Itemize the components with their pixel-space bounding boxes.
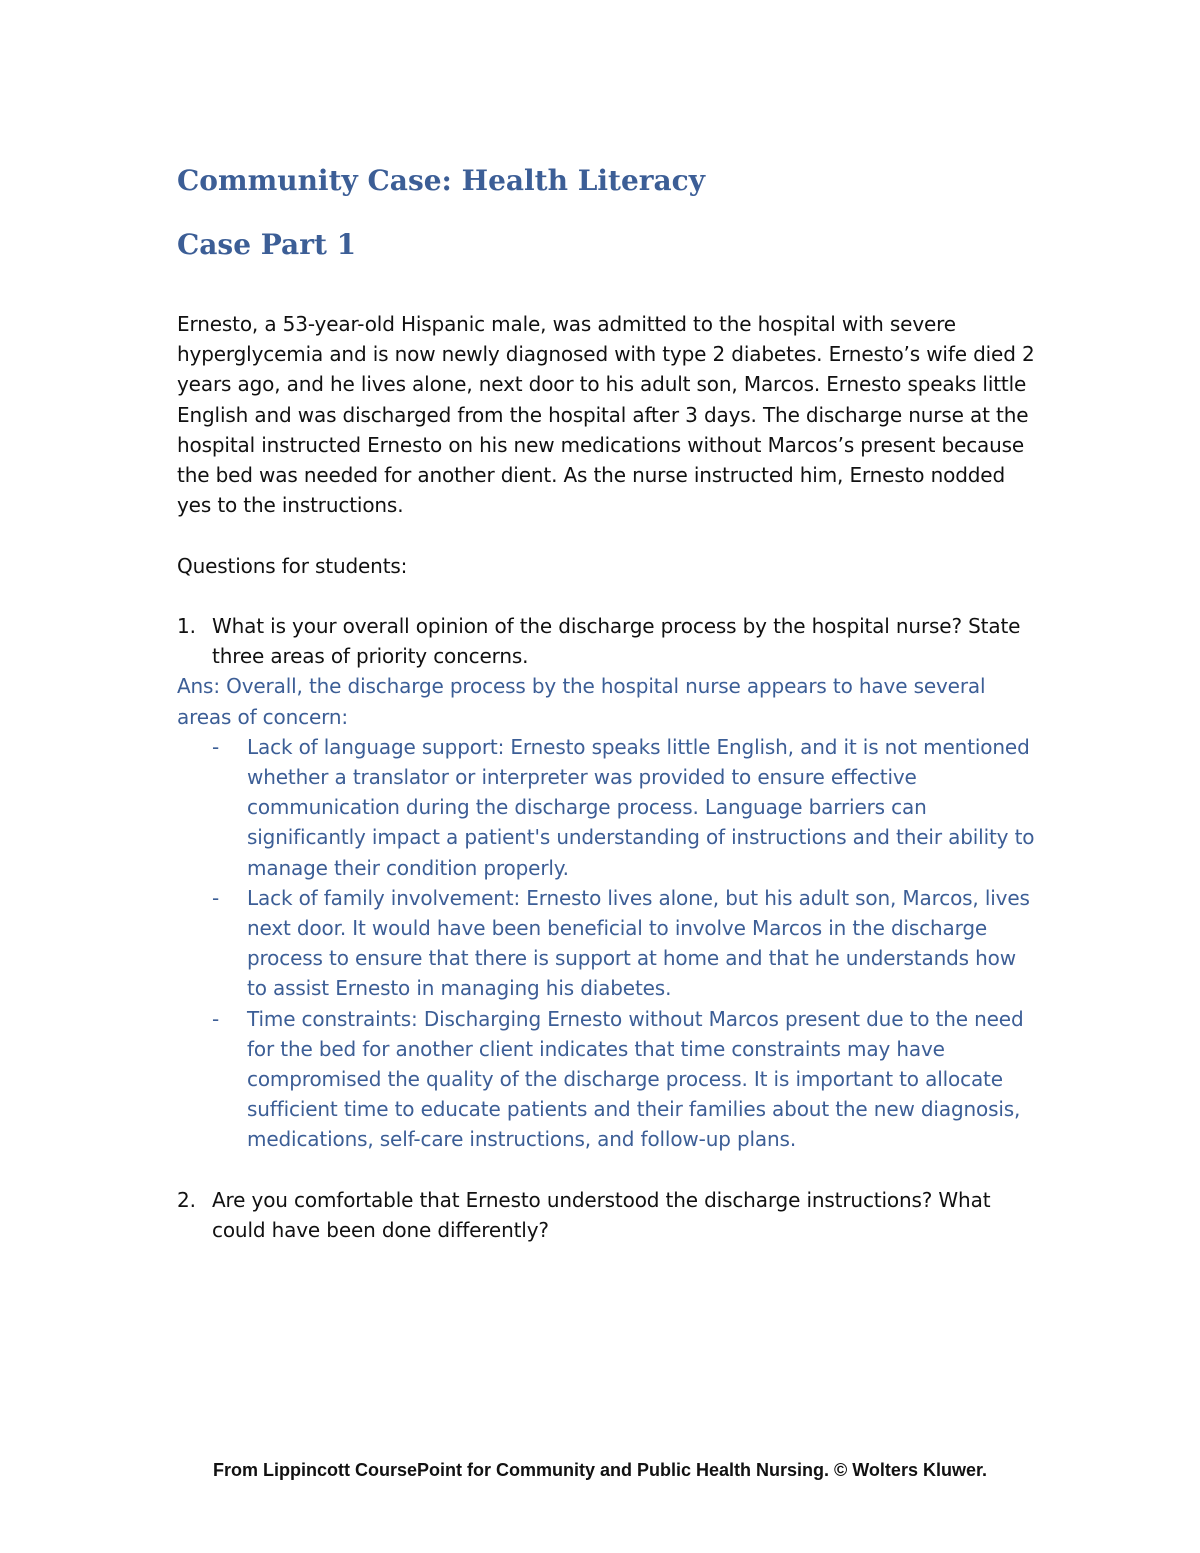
- questions-heading: Questions for students:: [177, 553, 408, 578]
- answer-intro: Ans: Overall, the discharge process by the hospital nurse appears to have several areas of concern:: [177, 674, 986, 729]
- question-text: Are you comfortable that Ernesto understood the discharge instructions? What could have been done differently?: [212, 1187, 991, 1243]
- answer-bullet: [212, 883, 1037, 1004]
- question-2: [177, 1185, 1037, 1245]
- answer-bullet: [212, 732, 1037, 883]
- bullet-text: Time constraints: Discharging Ernesto without Marcos present due to the need for the bed for another client indicates that time constraints may have compromised the quality of the discharge process. It is important to allocate sufficient time to educate patients and their families about the new diagnosis, medications, self-care instructions, and follow-up plans.: [247, 1006, 1024, 1152]
- question-text: What is your overall opinion of the discharge process by the hospital nurse? State three areas of priority concerns.: [212, 614, 1021, 669]
- bullet-text: Lack of family involvement: Ernesto lives alone, but his adult son, Marcos, lives next door. It would have been beneficial to involve Marcos in the discharge process to ensure that there is support at home and that he understands how to assist Ernesto in managing his diabetes.: [247, 885, 1030, 1001]
- document-body: [177, 309, 1037, 1245]
- page-title: Community Case: Health Literacy: [177, 164, 705, 197]
- bullet-dash: -: [212, 885, 220, 910]
- question-number: 1.: [177, 614, 196, 638]
- question-number: 2.: [177, 1187, 196, 1212]
- case-paragraph: Ernesto, a 53-year-old Hispanic male, was admitted to the hospital with severe hyperglycemia and is now newly diagnosed with type 2 diabetes. Ernesto’s wife died 2 years ago, and he lives alone, next door to his adult son, Marcos. Ernesto speaks little English and was discharged from the hospital after 3 days. The discharge nurse at the hospital instructed Ernesto on his new medications without Marcos’s present because the bed was needed for another dient. As the nurse instructed him, Ernesto nodded yes to the instructions.: [177, 312, 1035, 518]
- bullet-dash: -: [212, 734, 220, 759]
- section-heading: Case Part 1: [177, 228, 357, 261]
- bullet-dash: -: [212, 1006, 220, 1031]
- page-footer: From Lippincott CoursePoint for Community and Public Health Nursing. © Wolters Kluwer.: [213, 1460, 987, 1480]
- question-1: [177, 611, 1037, 671]
- bullet-text: Lack of language support: Ernesto speaks little English, and it is not mentioned whether a translator or interpreter was provided to ensure effective communication during the discharge process. Language barriers can significantly impact a patient's understanding of instructions and their ability to manage their condition properly.: [247, 734, 1035, 880]
- answer-bullet: [212, 1004, 1037, 1155]
